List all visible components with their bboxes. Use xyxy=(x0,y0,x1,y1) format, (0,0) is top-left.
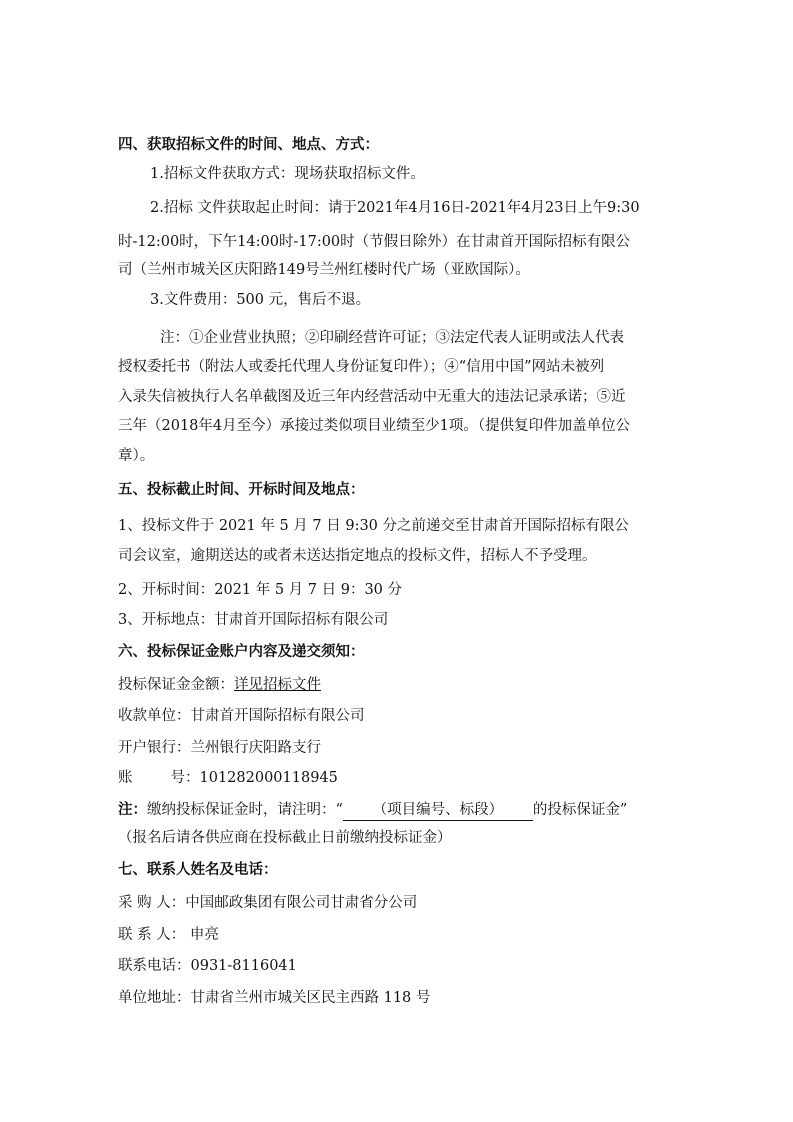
deposit-note-row xyxy=(118,800,678,821)
section4-note-line5: 章）。 xyxy=(118,448,155,464)
section4-item3: 3.文件费用：500 元，售后不退。 xyxy=(150,292,371,308)
account-label-first: 账 xyxy=(118,770,133,786)
section6-title: 六、投标保证金账户内容及递交须知： xyxy=(118,644,365,660)
section4-title: 四、获取招标文件的时间、地点、方式： xyxy=(118,137,379,153)
section5-item1-line2: 司会议室，逾期送达的或者未送达指定地点的投标文件，招标人不予受理。 xyxy=(118,548,597,564)
section5-item2: 2、开标时间：2021 年 5 月 7 日 9：30 分 xyxy=(118,582,403,598)
payee-row: 收款单位：甘肃首开国际招标有限公司 xyxy=(118,708,365,724)
section4-item2-line1: 2.招标 文件获取起止时间：请于2021年4月16日-2021年4月23日上午9:30 xyxy=(150,200,640,216)
deposit-note-suffix: 的投标保证金” xyxy=(532,802,628,818)
deposit-amount-row xyxy=(118,675,678,695)
section5-item1-line1: 1、投标文件于 2021 年 5 月 7 日 9:30 分之前递交至甘肃首开国际招标有限公 xyxy=(118,518,630,534)
account-row xyxy=(118,768,678,788)
deposit-note-blank: （项目编号、标段） xyxy=(343,800,533,821)
account-label-second: 号： xyxy=(170,770,200,786)
deposit-note-prefix: 缴纳投标保证金时，请注明：“ xyxy=(147,802,343,818)
address-row: 单位地址：甘肃省兰州市城关区民主西路 118 号 xyxy=(118,990,431,1006)
section4-note-line3: 入录失信被执行人名单截图及近三年内经营活动中无重大的违法记录承诺；⑤近 xyxy=(118,389,626,405)
purchaser-row: 采 购 人：中国邮政集团有限公司甘肃省分公司 xyxy=(118,895,418,911)
deposit-amount-label: 投标保证金金额： xyxy=(118,677,234,693)
deposit-note-label: 注： xyxy=(118,801,147,818)
deposit-amount-value: 详见招标文件 xyxy=(234,677,321,693)
phone-row: 联系电话：0931-8116041 xyxy=(118,958,297,974)
section5-title: 五、投标截止时间、开标时间及地点： xyxy=(118,482,365,498)
bank-row: 开户银行：兰州银行庆阳路支行 xyxy=(118,740,321,756)
section4-item2-line2: 时-12:00时，下午14:00时-17:00时（节假日除外）在甘肃首开国际招标有限公 xyxy=(118,234,631,250)
deposit-note-line2: （报名后请各供应商在投标截止日前缴纳投标证金） xyxy=(118,830,452,846)
section4-note-line4: 三年（2018年4月至今）承接过类似项目业绩至少1项。（提供复印件加盖单位公 xyxy=(118,418,631,434)
section7-title: 七、联系人姓名及电话： xyxy=(118,862,278,878)
account-number: 101282000118945 xyxy=(199,770,338,786)
contact-row: 联 系 人： 申亮 xyxy=(118,927,219,943)
section5-item3: 3、开标地点：甘肃首开国际招标有限公司 xyxy=(118,612,389,628)
section4-item2-line3: 司（兰州市城关区庆阳路149号兰州红楼时代广场（亚欧国际）。 xyxy=(118,262,530,278)
section4-note-line2: 授权委托书（附法人或委托代理人身份证复印件）；④“信用中国”网站未被列 xyxy=(118,359,605,375)
section4-item1: 1.招标文件获取方式：现场获取招标文件。 xyxy=(150,166,425,182)
section4-note-line1: 注：①企业营业执照；②印刷经营许可证；③法定代表人证明或法人代表 xyxy=(160,330,624,346)
